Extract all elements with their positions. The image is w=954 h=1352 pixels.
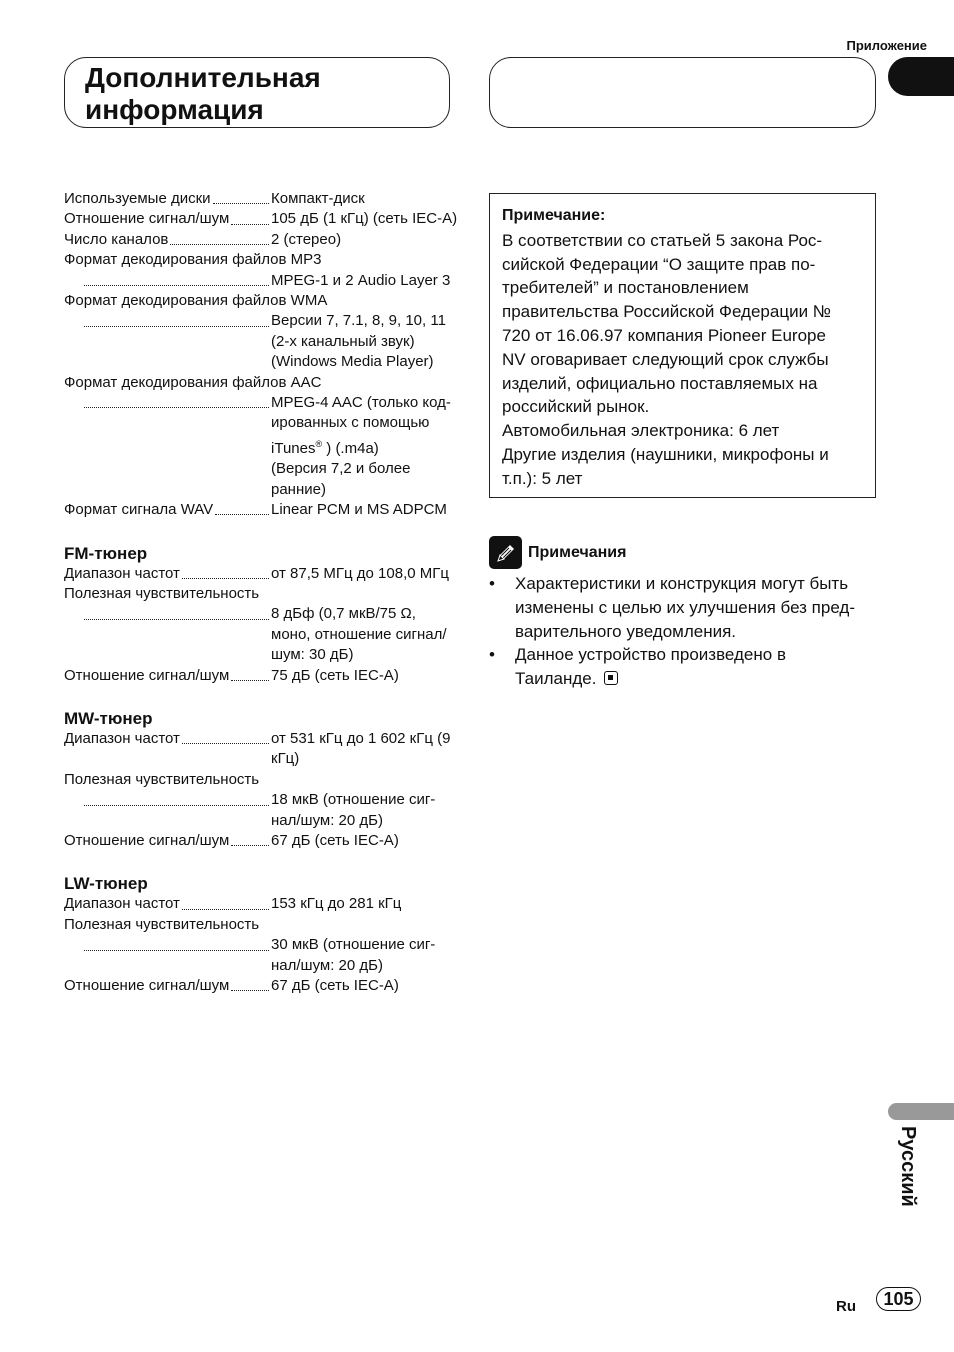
spec-row	[64, 564, 464, 584]
language-label: Русский	[897, 1126, 919, 1207]
page-title	[85, 62, 321, 126]
spec-value-line: кГц)	[271, 750, 300, 768]
page-number: 105	[876, 1287, 921, 1311]
language-bar	[888, 1103, 954, 1120]
dot-leader	[170, 230, 269, 250]
spec-row	[64, 935, 464, 976]
spec-value	[271, 393, 464, 500]
list-item	[489, 643, 879, 691]
list-item-text	[515, 643, 786, 691]
note-line: В соответствии со статьей 5 закона Рос-	[502, 230, 823, 250]
spec-value	[271, 271, 464, 291]
spec-row	[64, 831, 464, 851]
spec-row	[64, 790, 464, 831]
list-item-line: изменены с целью их улучшения без пред-	[515, 597, 856, 617]
spec-value-line: нал/шум: 20 дБ)	[271, 956, 384, 974]
note-line: сийской Федерации “О защите прав по-	[502, 254, 816, 274]
list-item-line: варительного уведомления.	[515, 621, 737, 641]
dot-leader	[213, 189, 269, 209]
note-line: 720 от 16.06.97 компания Pioneer Europe	[502, 325, 826, 345]
spec-row	[64, 976, 464, 996]
spec-value-line: Linear PCM и MS ADPCM	[271, 501, 447, 519]
spec-value-line: моно, отношение сигнал/	[271, 625, 447, 643]
spec-value-line: iTunes® ) (.m4a)	[271, 438, 379, 457]
spec-row	[64, 393, 464, 500]
spec-value	[271, 976, 464, 996]
dot-leader	[84, 935, 269, 955]
page-title-line1: Дополнительная	[85, 62, 321, 93]
spec-indent	[64, 271, 84, 291]
spec-value	[271, 894, 464, 914]
bullet: •	[489, 645, 495, 665]
spec-value	[271, 831, 464, 851]
dot-leader	[231, 666, 269, 686]
spec-value-line: 67 дБ (сеть IEC-A)	[271, 977, 399, 994]
note-line: Другие изделия (наушники, микрофоны и	[502, 444, 829, 464]
spec-value	[271, 209, 464, 229]
section-label: Приложение	[846, 38, 927, 53]
spec-label: Формат сигнала WAV	[64, 501, 214, 519]
spec-value	[271, 935, 464, 976]
dot-leader	[231, 831, 269, 851]
spec-row	[64, 311, 464, 372]
spec-value-line: от 87,5 МГц до 108,0 МГц	[271, 564, 449, 582]
spec-value-line: 2 (стерео)	[271, 230, 342, 248]
spec-lw-group	[64, 894, 464, 996]
notes-heading	[489, 536, 626, 569]
dot-leader	[84, 393, 269, 413]
spec-heading-mw: MW-тюнер	[64, 708, 153, 728]
note-line: т.п.): 5 лет	[502, 468, 583, 488]
spec-value-line: 30 мкВ (отношение сиг-	[271, 936, 436, 954]
dot-leader	[84, 311, 269, 331]
spec-value-line: 8 дБф (0,7 мкВ/75 Ω,	[271, 605, 416, 623]
note-title: Примечание:	[502, 207, 606, 224]
spec-fm-group	[64, 564, 464, 686]
spec-label: Формат декодирования файлов WMA	[64, 292, 328, 310]
spec-value-line: шум: 30 дБ)	[271, 646, 354, 664]
list-item-line: Характеристики и конструкция могут быть	[515, 574, 849, 593]
spec-row	[64, 271, 464, 291]
list-item-line: Данное устройство произведено в	[515, 645, 786, 665]
note-box	[489, 193, 876, 498]
spec-value-line: MPEG-4 AAC (только код-	[271, 394, 451, 412]
spec-value-line: 18 мкВ (отношение сиг-	[271, 791, 436, 809]
spec-label: Отношение сигнал/шум	[64, 666, 230, 684]
specifications	[64, 189, 464, 996]
list-item-text	[515, 572, 855, 643]
note-line: требителей” и постановлением	[502, 278, 749, 298]
note-line: российский рынок.	[502, 397, 650, 417]
dot-leader	[182, 894, 269, 914]
spec-value	[271, 790, 464, 831]
spec-row	[64, 604, 464, 665]
dot-leader	[182, 729, 269, 749]
spec-value-line: 105 дБ (1 кГц) (сеть IEC-A)	[271, 210, 458, 228]
spec-indent	[64, 393, 84, 500]
spec-label: Отношение сигнал/шум	[64, 831, 230, 849]
notes-heading-text: Примечания	[528, 543, 627, 561]
spec-indent	[64, 604, 84, 665]
spec-value	[271, 189, 464, 209]
spec-value-line: от 531 кГц до 1 602 кГц (9	[271, 729, 451, 747]
spec-value-line: MPEG-1 и 2 Audio Layer 3	[271, 271, 451, 289]
spec-label: Диапазон частот	[64, 895, 180, 913]
spec-value	[271, 230, 464, 250]
list-item	[489, 572, 879, 643]
dot-leader	[84, 790, 269, 810]
spec-row	[64, 209, 464, 229]
spec-value-line: 153 кГц до 281 кГц	[271, 895, 402, 913]
spec-value-line: ированных с помощью	[271, 414, 430, 432]
language-code: Ru	[836, 1298, 856, 1315]
spec-label: Число каналов	[64, 230, 169, 248]
spec-label: Полезная чувствительность	[64, 770, 260, 788]
spec-row	[64, 500, 464, 520]
spec-indent	[64, 311, 84, 372]
spec-value-line: (Версия 7,2 и более	[271, 460, 411, 478]
page-title-line2: информация	[85, 94, 264, 125]
dot-leader	[84, 604, 269, 624]
spec-row	[64, 230, 464, 250]
end-mark-icon	[604, 671, 618, 685]
note-line: Автомобильная электроника: 6 лет	[502, 421, 780, 441]
spec-label: Полезная чувствительность	[64, 584, 260, 602]
note-line: изделий, официально поставляемых на	[502, 373, 818, 393]
note-line: правительства Российской Федерации №	[502, 302, 832, 322]
spec-heading-fm: FM-тюнер	[64, 543, 148, 563]
dot-leader	[182, 564, 269, 584]
dot-leader	[84, 271, 269, 291]
spec-value	[271, 500, 464, 520]
spec-value	[271, 666, 464, 686]
bullet: •	[489, 574, 495, 593]
pencil-icon	[489, 536, 522, 569]
spec-value-line: (Windows Media Player)	[271, 353, 434, 371]
dot-leader	[215, 500, 269, 520]
spec-value	[271, 311, 464, 372]
spec-mw-group	[64, 729, 464, 851]
spec-value-line: 75 дБ (сеть IEC-A)	[271, 666, 399, 684]
title-box-right	[489, 57, 876, 128]
spec-label: Формат декодирования файлов MP3	[64, 251, 322, 269]
spec-value-line: 67 дБ (сеть IEC-A)	[271, 831, 399, 849]
list-item-line: Таиланде.	[515, 667, 786, 691]
spec-value-line: Версии 7, 7.1, 8, 9, 10, 11	[271, 312, 446, 330]
spec-row	[64, 189, 464, 209]
notes-list	[489, 572, 879, 691]
spec-value-line: ранние)	[271, 480, 326, 498]
spec-indent	[64, 790, 84, 831]
spec-value-line: (2-х канальный звук)	[271, 332, 415, 350]
spec-value-line: Компакт-диск	[271, 190, 365, 207]
note-text	[502, 229, 863, 491]
note-line: NV оговаривает следующий срок службы	[502, 349, 829, 369]
spec-row	[64, 666, 464, 686]
registered-mark: ®	[315, 438, 323, 449]
spec-label: Отношение сигнал/шум	[64, 210, 230, 228]
chapter-tab	[888, 57, 954, 96]
spec-label: Отношение сигнал/шум	[64, 977, 230, 994]
spec-value	[271, 604, 464, 665]
spec-indent	[64, 935, 84, 976]
spec-heading-lw: LW-тюнер	[64, 874, 148, 894]
spec-label: Используемые диски	[64, 190, 211, 207]
spec-row	[64, 894, 464, 914]
spec-label: Полезная чувствительность	[64, 915, 260, 933]
spec-row	[64, 729, 464, 770]
spec-label: Диапазон частот	[64, 564, 180, 582]
dot-leader	[231, 976, 269, 996]
dot-leader	[231, 209, 269, 229]
title-box	[64, 57, 450, 128]
spec-label: Диапазон частот	[64, 729, 180, 747]
spec-general-group	[64, 189, 464, 521]
spec-value-line: нал/шум: 20 дБ)	[271, 811, 384, 829]
spec-label: Формат декодирования файлов AAC	[64, 373, 322, 391]
spec-value	[271, 729, 464, 770]
spec-value	[271, 564, 464, 584]
